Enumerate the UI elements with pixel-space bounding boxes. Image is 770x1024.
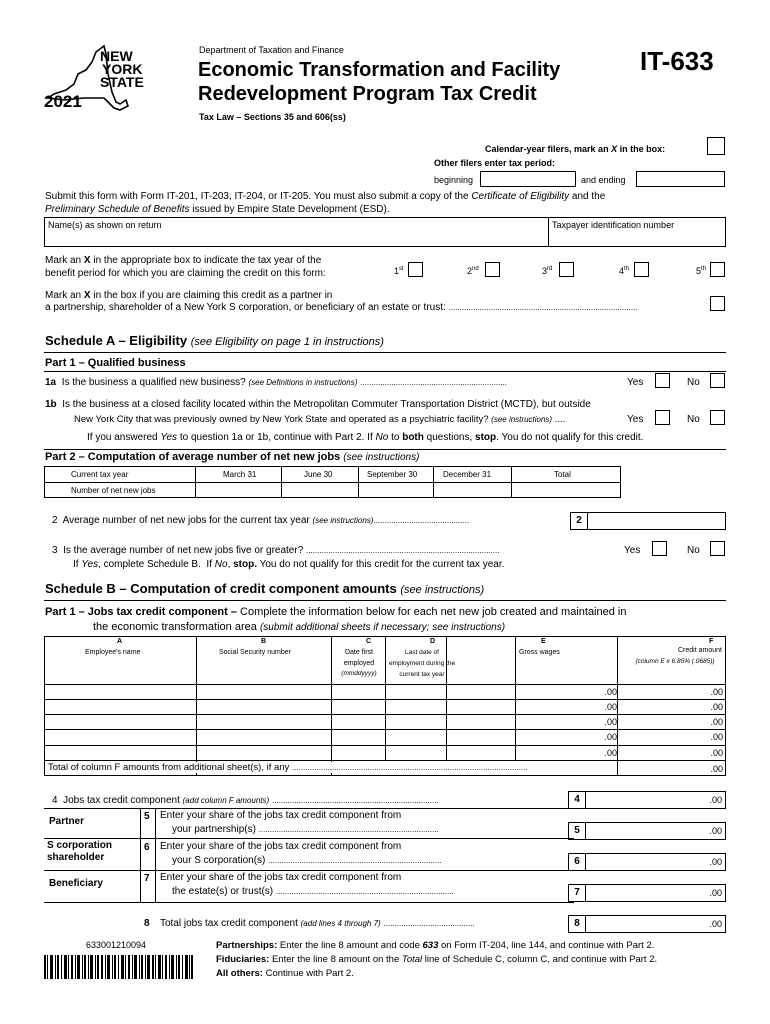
partner-checkbox[interactable] [710,296,725,311]
q1b-yes-label: Yes [627,414,644,425]
jobs-june-input[interactable] [283,483,357,497]
beginning-label: beginning [434,175,474,185]
line8-input[interactable] [585,915,726,933]
line8-text: Total jobs tax credit component (add lines 4 through 7) ......................................... [160,918,475,929]
period-1-checkbox[interactable] [408,262,423,277]
tin-label: Taxpayer identification number [552,220,675,230]
q1a-no-checkbox[interactable] [710,373,725,388]
line2-input[interactable] [587,512,726,530]
line4-cents: .00 [709,795,722,805]
q1b-line1: 1b Is the business at a closed facility located within the Metropolitan Commuter Transportation District (MCTD), but outside [45,399,591,410]
period-3-checkbox[interactable] [559,262,574,277]
jobs-december-input[interactable] [435,483,510,497]
other-filers-label: Other filers enter tax period: [434,158,556,168]
line7-num: 7 [144,873,150,884]
form-title-line2: Redevelopment Program Tax Credit [198,83,537,105]
table-row[interactable] [45,700,725,715]
form-title-line1: Economic Transformation and Facility [198,59,561,81]
line6-input[interactable] [585,853,726,871]
jobs-total-input[interactable] [513,483,620,497]
col-f-letter: F [709,638,714,645]
credit-amount-cents: .00 [710,702,723,712]
credit-amount-cents: .00 [710,717,723,727]
col-a-letter: A [117,638,123,645]
partner-instruction-line2: a partnership, shareholder of a New York S corporation, or beneficiary of an estate or trust: ..................................................................................... [45,302,638,313]
names-field[interactable] [44,217,549,247]
period-instruction-line2: benefit period for which you are claiming the credit on this form: [45,268,326,279]
tin-field[interactable] [548,217,726,247]
jobs-table [44,466,621,498]
line4-input[interactable] [585,791,726,809]
jobs-col-september: September 30 [367,470,418,479]
table-row[interactable] [45,685,725,700]
col-b-letter: B [261,638,267,645]
gross-wages-cents: .00 [604,717,617,727]
schedB-part1-line2: the economic transformation area (submit additional sheets if necessary; see instructions) [93,621,506,633]
line6-text-b: your S corporation(s) .............................................................................. [172,855,442,866]
col-c-sub: (mmddyyyy) [341,670,377,677]
period-5-label: 5th [696,266,707,276]
gross-wages-cents: .00 [604,732,617,742]
period-1-label: 1st [394,266,404,276]
gross-wages-cents: .00 [604,702,617,712]
gross-wages-cents: .00 [604,748,617,758]
line6-cents: .00 [709,857,722,867]
jobs-col-june: June 30 [304,470,333,479]
q1b-no-label: No [687,414,700,425]
jobs-march-input[interactable] [197,483,280,497]
schedA-continue-note: If you answered Yes to question 1a or 1b, continue with Part 2. If No to both questions, stop. You do not qualify for this credit. [87,432,644,443]
nys-logo [44,40,164,112]
line6-num: 6 [144,842,150,853]
jobs-credit-table [44,636,726,776]
col-b-label: Social Security number [219,649,291,656]
logo-york: YORK [102,61,143,77]
total-additional-row[interactable] [45,761,725,776]
schedA-part1-title: Part 1 – Qualified business [45,357,186,369]
line6-number-box: 6 [568,853,586,871]
jobs-col-december: December 31 [443,470,492,479]
line5-input[interactable] [585,822,726,840]
table-row[interactable] [45,746,725,761]
footer-all-others: All others: Continue with Part 2. [216,968,354,979]
period-2-checkbox[interactable] [485,262,500,277]
period-4-checkbox[interactable] [634,262,649,277]
line7-text-a: Enter your share of the jobs tax credit component from [160,872,402,883]
line7-cents: .00 [709,888,722,898]
q1b-no-checkbox[interactable] [710,410,725,425]
jobs-col-march: March 31 [223,470,257,479]
line3-note: If Yes, complete Schedule B. If No, stop. You do not qualify for this credit for the current tax year. [73,559,505,570]
line5-text-b: your partnership(s) ................................................................................. [172,824,439,835]
line3-yes-checkbox[interactable] [652,541,667,556]
partner-instruction-line1: Mark an X in the box if you are claiming this credit as a partner in [45,290,333,301]
partner-label: Partner [49,816,85,827]
period-4-label: 4th [619,266,630,276]
line5-text-a: Enter your share of the jobs tax credit component from [160,810,402,821]
line6-text-a: Enter your share of the jobs tax credit component from [160,841,402,852]
q1b-yes-checkbox[interactable] [655,410,670,425]
credit-amount-cents: .00 [710,687,723,697]
col-a-label: Employee's name [85,649,141,656]
line3-text: 3 Is the average number of net new jobs five or greater? ....................................................................................... [52,545,500,556]
period-instruction-line1: Mark an X in the appropriate box to indicate the tax year of the [45,255,322,266]
line5-num: 5 [144,811,150,822]
q1b-line2: New York City that was previously owned by New York State and operated as a psychiatric facility? (see instructions) .... [74,414,566,425]
col-e-letter: E [541,638,546,645]
calendar-year-label: Calendar-year filers, mark an X in the box: [485,144,666,154]
schedB-part1-line1: Part 1 – Jobs tax credit component – Complete the information below for each net new job created and maintained in [45,606,627,618]
period-2-label: 2nd [467,266,479,276]
total-additional-label: Total of column F amounts from additional sheet(s), if any .......................................................................................................... [48,762,528,773]
intro-line2: Preliminary Schedule of Benefits issued by Empire State Development (ESD). [45,204,390,215]
gross-wages-cents: .00 [604,687,617,697]
q1a-text: 1a Is the business a qualified new business? (see Definitions in instructions) .................................................................. [45,377,507,388]
line8-num: 8 [144,918,150,929]
credit-amount-cents: .00 [710,732,723,742]
q1a-yes-label: Yes [627,377,644,388]
line3-no-checkbox[interactable] [710,541,725,556]
line2-text: 2 Average number of net new jobs for the current tax year (see instructions)........................................... [52,515,470,526]
period-ending-input[interactable] [636,171,725,187]
barcode-number: 633001210094 [86,940,147,950]
line4-number-box: 4 [568,791,586,809]
line2-number-box: 2 [570,512,588,530]
period-5-checkbox[interactable] [710,262,725,277]
names-label: Name(s) as shown on return [48,220,162,230]
col-c-letter: C [366,638,372,645]
credit-amount-cents: .00 [710,748,723,758]
line4-text: 4 Jobs tax credit component (add column F amounts) ........................................................................... [52,795,439,806]
line3-yes-label: Yes [624,545,641,556]
logo-new: NEW [100,48,133,64]
schedule-a-title: Schedule A – Eligibility (see Eligibility on page 1 in instructions) [45,333,384,348]
col-c-label: Date first employed [343,649,375,667]
col-f-sub: (column E x 6.85% (.0685)) [635,658,715,665]
department-name: Department of Taxation and Finance [199,45,344,55]
col-e-label: Gross wages [519,649,560,656]
table-row[interactable] [45,715,725,730]
col-d-letter: D [430,638,436,645]
footer-partnerships: Partnerships: Enter the line 8 amount and code 633 on Form IT-204, line 144, and continue with Part 2. [216,940,655,951]
barcode-icon [44,955,194,979]
footer-fiduciaries: Fiduciaries: Enter the line 8 amount on the Total line of Schedule C, column C, and continue with Part 2. [216,954,658,965]
q1a-no-label: No [687,377,700,388]
period-3-label: 3rd [542,266,553,276]
line3-no-label: No [687,545,700,556]
table-row[interactable] [45,730,725,745]
calendar-year-checkbox[interactable] [707,137,725,155]
col-f-label: Credit amount [678,647,722,654]
schedule-b-title: Schedule B – Computation of credit component amounts (see instructions) [45,581,485,596]
line7-number-box: 7 [568,884,586,902]
q1a-yes-checkbox[interactable] [655,373,670,388]
ending-label: and ending [581,175,626,185]
jobs-col-total: Total [554,470,571,479]
schedA-part2-title: Part 2 – Computation of average number of net new jobs (see instructions) [45,451,420,463]
period-beginning-input[interactable] [480,171,576,187]
jobs-september-input[interactable] [360,483,432,497]
line8-number-box: 8 [568,915,586,933]
line5-cents: .00 [709,826,722,836]
jobs-col-current: Current tax year [71,470,129,479]
form-year: 2021 [44,92,82,111]
intro-line1: Submit this form with Form IT-201, IT-203, IT-204, or IT-205. You must also submit a copy of the Certificate of Eligibility and the [45,191,606,202]
logo-state: STATE [100,74,144,90]
tax-law-reference: Tax Law – Sections 35 and 606(ss) [199,112,346,122]
beneficiary-label: Beneficiary [49,878,103,889]
line5-number-box: 5 [568,822,586,840]
barcode [44,955,194,979]
form-number: IT-633 [640,46,714,76]
scorp-label: S corporation shareholder [47,840,113,863]
line7-text-b: the estate(s) or trust(s) ................................................................................ [172,886,454,897]
jobs-row-label: Number of net new jobs [71,486,156,495]
line8-cents: .00 [709,919,722,929]
col-d-label: Last date of employment during the current tax year [388,649,456,678]
total-additional-cents: .00 [710,764,723,774]
line7-input[interactable] [585,884,726,902]
